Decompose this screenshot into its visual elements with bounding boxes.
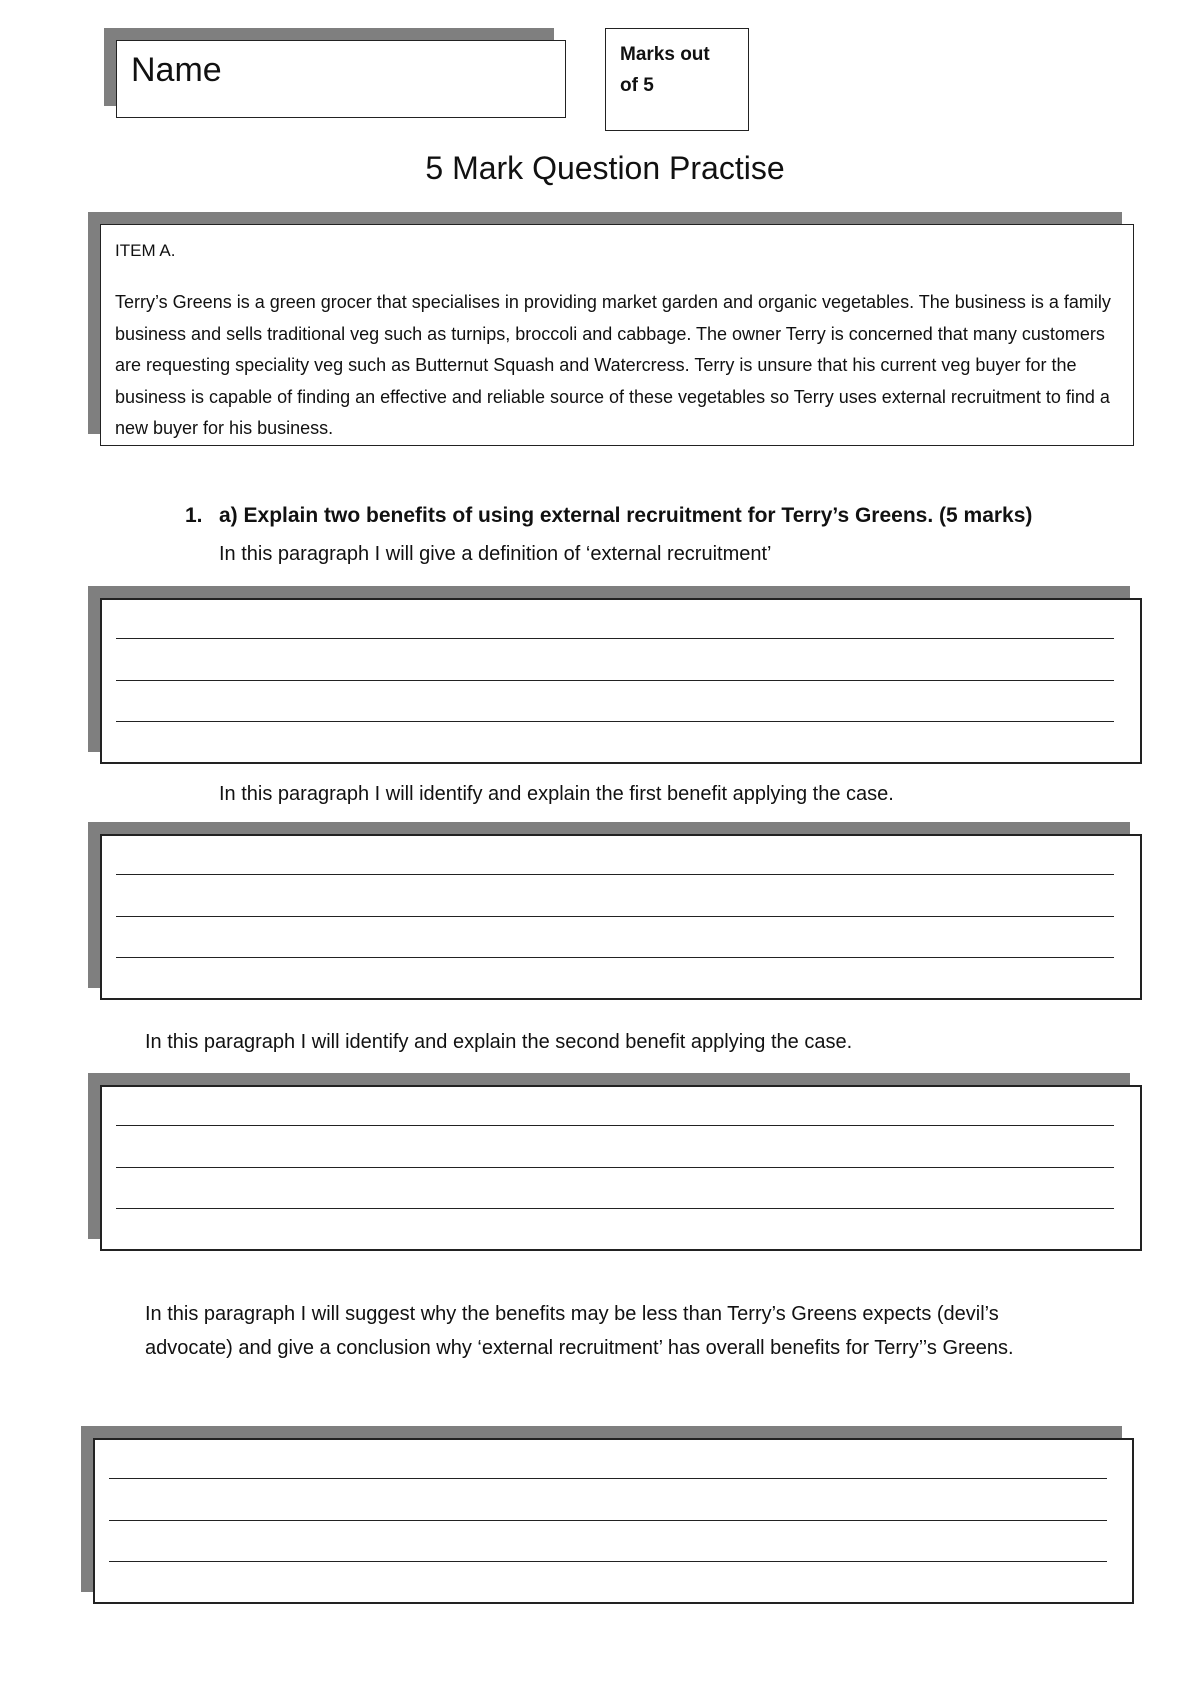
marks-label: Marks out of 5 (620, 44, 710, 96)
marks-box (605, 28, 749, 131)
question-number: 1. (185, 504, 203, 527)
answer-line (109, 1478, 1107, 1479)
item-text: Terry’s Greens is a green grocer that specialises in providing market garden and organic vegetables. The business is a family business and sells traditional veg such as turnips, broccoli and cabbage. The owner Terry is concerned that many customers are requesting speciality veg such as Butternut Squash and Watercress. Terry is unsure that his current veg buyer for the business is capable of finding an effective and reliable source of these vegetables so Terry uses external recruitment to find a new buyer for his business. (115, 292, 1111, 438)
answer-line (109, 1520, 1107, 1521)
answer-line (116, 680, 1114, 681)
answer-line (116, 638, 1114, 639)
answer-line (109, 1561, 1107, 1562)
instruction-first-benefit: In this paragraph I will identify and explain the first benefit applying the case. (219, 783, 894, 805)
answer-box-4[interactable] (93, 1438, 1134, 1604)
question-heading: a) Explain two benefits of using external recruitment for Terry’s Greens. (5 marks) (219, 504, 1033, 527)
page-title: 5 Mark Question Practise (425, 150, 785, 186)
answer-box-2[interactable] (100, 834, 1142, 1000)
instruction-conclusion: In this paragraph I will suggest why the benefits may be less than Terry’s Greens expects (devil’s advocate) and give a conclusion why ‘external recruitment’ has overall benefits for Terry’’s Greens. (145, 1303, 1014, 1359)
item-box (100, 224, 1134, 446)
answer-box-3[interactable] (100, 1085, 1142, 1251)
answer-line (116, 721, 1114, 722)
name-field[interactable] (116, 40, 566, 118)
answer-line (116, 1125, 1114, 1126)
instruction-second-benefit: In this paragraph I will identify and explain the second benefit applying the case. (145, 1031, 853, 1053)
instruction-definition: In this paragraph I will give a definition of ‘external recruitment’ (219, 543, 772, 565)
answer-line (116, 916, 1114, 917)
answer-line (116, 1208, 1114, 1209)
answer-line (116, 957, 1114, 958)
answer-box-1[interactable] (100, 598, 1142, 764)
answer-line (116, 1167, 1114, 1168)
answer-line (116, 874, 1114, 875)
name-label: Name (131, 51, 222, 89)
item-label: ITEM A. (115, 241, 176, 260)
